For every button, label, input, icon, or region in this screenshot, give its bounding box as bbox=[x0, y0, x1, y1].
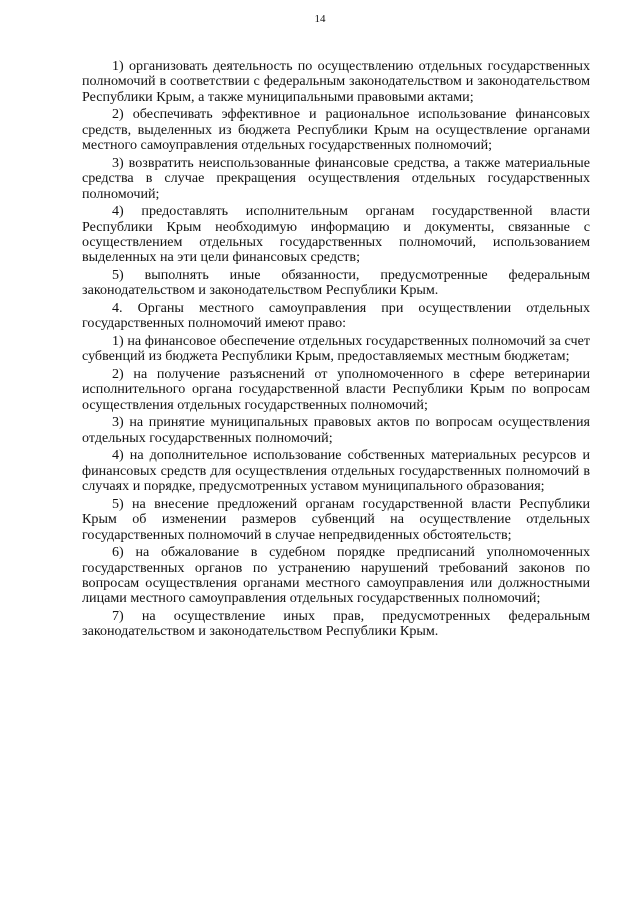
page-number: 14 bbox=[314, 13, 326, 25]
paragraph-right-2: 2) на получение разъяснений от уполномоченного в сфере ветеринарии исполнительного органа государственной власти Республики Крым по вопросам осуществления отдельных государственных полномочий; bbox=[82, 366, 590, 413]
paragraph-right-7: 7) на осуществление иных прав, предусмотренных федеральным законодательством и законодательством Республики Крым. bbox=[82, 608, 590, 640]
paragraph-section-4: 4. Органы местного самоуправления при осуществлении отдельных государственных полномочий имеют право: bbox=[82, 300, 590, 332]
paragraph-right-4: 4) на дополнительное использование собственных материальных ресурсов и финансовых средств для осуществления отдельных государственных полномочий в случаях и порядке, предусмотренных уставом муниципального образования; bbox=[82, 447, 590, 495]
paragraph-obligation-1: 1) организовать деятельность по осуществлению отдельных государственных полномочий в соответствии с федеральным законодательством и законодательством Республики Крым, а также муниципальными правовыми актами; bbox=[82, 58, 590, 105]
paragraph-obligation-2: 2) обеспечивать эффективное и рациональное использование финансовых средств, выделенных из бюджета Республики Крым на осуществление органами местного самоуправления отдельных государственных полномочий; bbox=[82, 106, 590, 154]
paragraph-right-5: 5) на внесение предложений органам государственной власти Республики Крым об изменении размеров субвенций на осуществление отдельных государственных полномочий в случае непредвиденных обстоятельств; bbox=[82, 495, 590, 543]
document-body bbox=[82, 59, 590, 642]
paragraph-right-3: 3) на принятие муниципальных правовых актов по вопросам осуществления отдельных государственных полномочий; bbox=[82, 414, 590, 446]
paragraph-right-6: 6) на обжалование в судебном порядке предписаний уполномоченных государственных органов по устранению нарушений требований законов по вопросам осуществления органами местного самоуправления или должностными лицами местного самоуправления отдельных государственных полномочий; bbox=[82, 544, 590, 607]
paragraph-obligation-5: 5) выполнять иные обязанности, предусмотренные федеральным законодательством и законодательством Республики Крым. bbox=[82, 267, 590, 299]
paragraph-right-1: 1) на финансовое обеспечение отдельных государственных полномочий за счет субвенций из бюджета Республики Крым, предоставляемых местным бюджетам; bbox=[82, 333, 590, 365]
paragraph-obligation-4: 4) предоставлять исполнительным органам государственной власти Республики Крым необходимую информацию и документы, связанные с осуществлением отдельных государственных полномочий, использованием выделенных на эти цели финансовых средств; bbox=[82, 203, 590, 266]
paragraph-obligation-3: 3) возвратить неиспользованные финансовые средства, а также материальные средства в случае прекращения осуществления отдельных государственных полномочий; bbox=[82, 154, 590, 202]
